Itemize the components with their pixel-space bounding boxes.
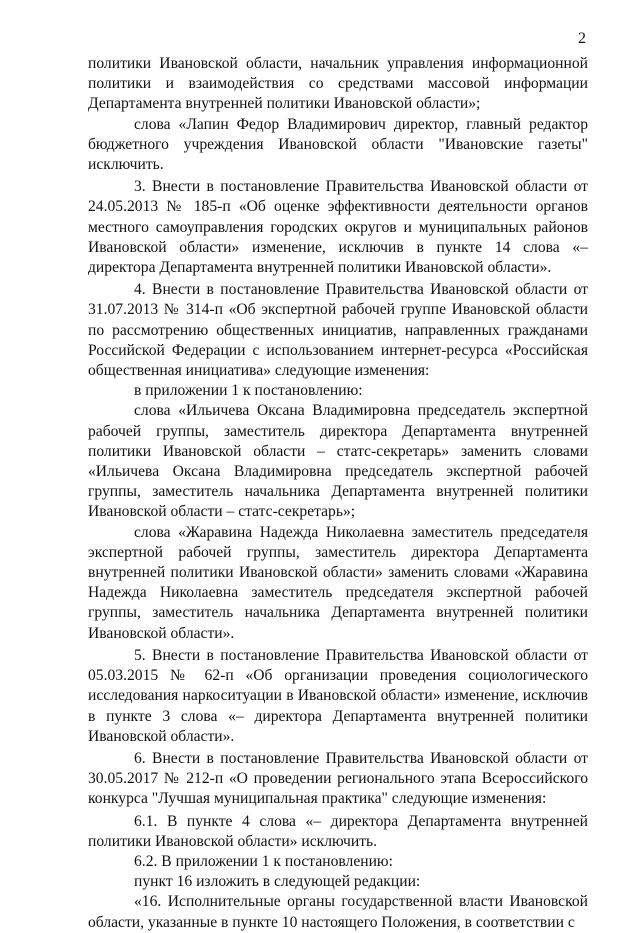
paragraph: слова «Ильичева Оксана Владимировна председатель экспертной рабочей группы, заместитель директора Департамента внутренней политики Ивановской области – статс-секретарь» заменить словами «Ильичева Оксана Владимировна председатель экспертной рабочей группы, заместитель начальника Департамента внутренней политики Ивановской области – статс-секретарь»;	[88, 402, 588, 521]
page-number: 2	[578, 30, 586, 47]
paragraph: 4. Внести в постановление Правительства Ивановской области от 31.07.2013 № 314-п «Об экспертной рабочей группе Ивановской области по рассмотрению общественных инициатив, направленных гражданами Российской Федерации с использованием интернет-ресурса «Российская общественная инициатива» следующие изменения:	[88, 281, 588, 380]
paragraph: в приложении 1 к постановлению:	[134, 382, 363, 400]
paragraph: слова «Лапин Федор Владимирович директор, главный редактор бюджетного учреждения Ивановской области "Ивановские газеты" исключить.	[88, 115, 588, 174]
paragraph: политики Ивановской области, начальник управления информационной политики и взаимодействия со средствами массовой информации Департамента внутренней политики Ивановской области»;	[88, 55, 588, 113]
paragraph: «16. Исполнительные органы государственной власти Ивановской области, указанные в пункте 10 настоящего Положения, в соответствии с	[88, 893, 588, 931]
document-body	[88, 54, 588, 933]
paragraph: пункт 16 изложить в следующей редакции:	[134, 873, 421, 891]
paragraph: 6. Внести в постановление Правительства Ивановской области от 30.05.2017 № 212-п «О проведении регионального этапа Всероссийского конкурса "Лучшая муниципальная практика" следующие изменения:	[88, 749, 588, 808]
paragraph: 6.1. В пункте 4 слова «– директора Департамента внутренней политики Ивановской области» исключить.	[88, 812, 588, 850]
paragraph: 3. Внести в постановление Правительства Ивановской области от 24.05.2013 № 185-п «Об оценке эффективности деятельности органов местного самоуправления городских округов и муниципальных районов Ивановской области» изменение, исключив в пункте 14 слова «– директора Департамента внутренней политики Ивановской области».	[88, 178, 588, 277]
paragraph: 6.2. В приложении 1 к постановлению:	[134, 852, 393, 870]
paragraph: слова «Жаравина Надежда Николаевна заместитель председателя экспертной рабочей группы, заместитель директора Департамента внутренней политики Ивановской области» заменить словами «Жаравина Надежда Николаевна заместитель председателя экспертной рабочей группы, заместитель начальника Департамента внутренней политики Ивановской области».	[88, 523, 588, 642]
paragraph: 5. Внести в постановление Правительства Ивановской области от 05.03.2015 № 62-п «Об организации проведения социологического исследования наркоситуации в Ивановской области» изменение, исключив в пункте 3 слова «– директора Департамента внутренней политики Ивановской области».	[88, 646, 588, 745]
